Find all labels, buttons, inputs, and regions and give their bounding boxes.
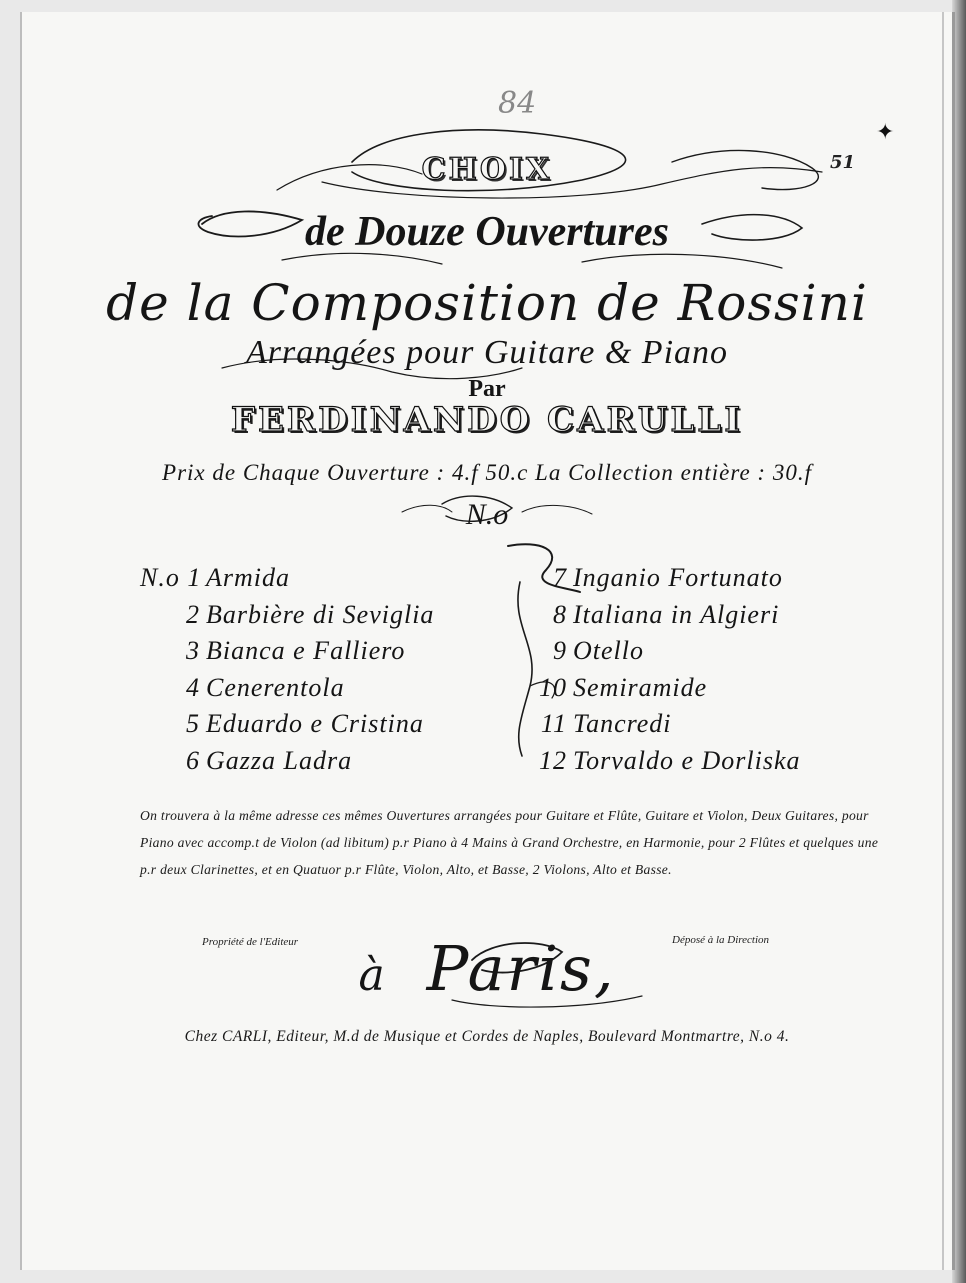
item-title: Gazza Ladra [206,745,353,775]
availability-note: On trouvera à la même adresse ces mêmes Ouvertures arrangées pour Guitare et Flûte, Guitare et Violon, Deux Guitares, pour Piano avec accomp.t de Violon (ad libitum) p.r Piano à 4 Mains à Grand Orchestre, en Harmonie, pour 2 Flûtes et quelques une p.r deux Clarinettes, et en Quatuor p.r Flûte, Violon, Alto, et Basse, 2 Violons, Alto et Basse. [140,808,879,877]
corner-ink-mark: ✦ [876,120,895,145]
city-preposition: à [358,950,387,1001]
list-item [140,743,434,780]
title-douze-ouvertures: de Douze Ouvertures [305,209,669,255]
item-number: 4 [186,672,200,702]
item-title: Eduardo e Cristina [206,709,424,738]
item-number: 10 [539,672,567,702]
item-number: 7 [553,563,567,592]
item-number: 5 [186,709,200,738]
item-title: Italiana in Algieri [573,599,780,629]
pencil-catalog-mark: 84 [498,86,537,121]
numero-heading: N.o [465,498,509,531]
title-choix: CHOIX [421,152,553,187]
city-name: Paris, [426,932,616,1005]
title-composition-rossini: de la Composition de Rossini [106,274,868,332]
list-item [527,670,801,707]
list-item [527,633,801,670]
list-item [140,560,434,597]
title-author: FERDINANDO CARULLI [230,400,744,440]
item-title: Tancredi [573,709,672,738]
list-item [527,743,801,780]
depose-notice: Déposé à la Direction [672,934,770,946]
list-item [140,597,434,634]
item-number: 9 [553,636,567,665]
item-title: Otello [573,636,644,665]
list-item [527,597,801,634]
item-number: 6 [186,745,200,775]
list-item [527,706,801,743]
item-title: Bianca e Falliero [206,636,406,665]
price-line: Prix de Chaque Ouverture : 4.f 50.c La Collection entière : 30.f [162,460,812,485]
title-page [20,12,955,1270]
overture-list-right [527,560,801,779]
item-title: Cenerentola [206,672,345,702]
item-number: 11 [540,709,567,738]
list-item [140,633,434,670]
publisher-address: Chez CARLI, Editeur, M.d de Musique et Cordes de Naples, Boulevard Montmartre, N.o 4. [184,1028,790,1045]
list-item [527,560,801,597]
title-arrangement: Arrangées pour Guitare & Piano [245,334,729,371]
item-title: Torvaldo e Dorliska [573,745,801,775]
item-title: Semiramide [573,672,708,702]
overture-list-left [140,560,434,779]
title-par: Par [468,376,506,402]
item-number: 3 [186,636,200,665]
folio-number: 51 [830,152,856,173]
item-title: Barbière di Seviglia [206,599,435,629]
item-number: 2 [186,599,200,629]
propriete-notice: Propriété de l'Editeur [202,936,299,948]
publisher-city [22,932,952,1005]
item-number: 8 [553,599,567,629]
item-number: 12 [539,745,567,775]
item-title: Armida [206,563,290,592]
list-item [140,670,434,707]
item-number: N.o 1 [140,563,202,592]
item-title: Inganio Fortunato [573,563,783,592]
list-item [140,706,434,743]
